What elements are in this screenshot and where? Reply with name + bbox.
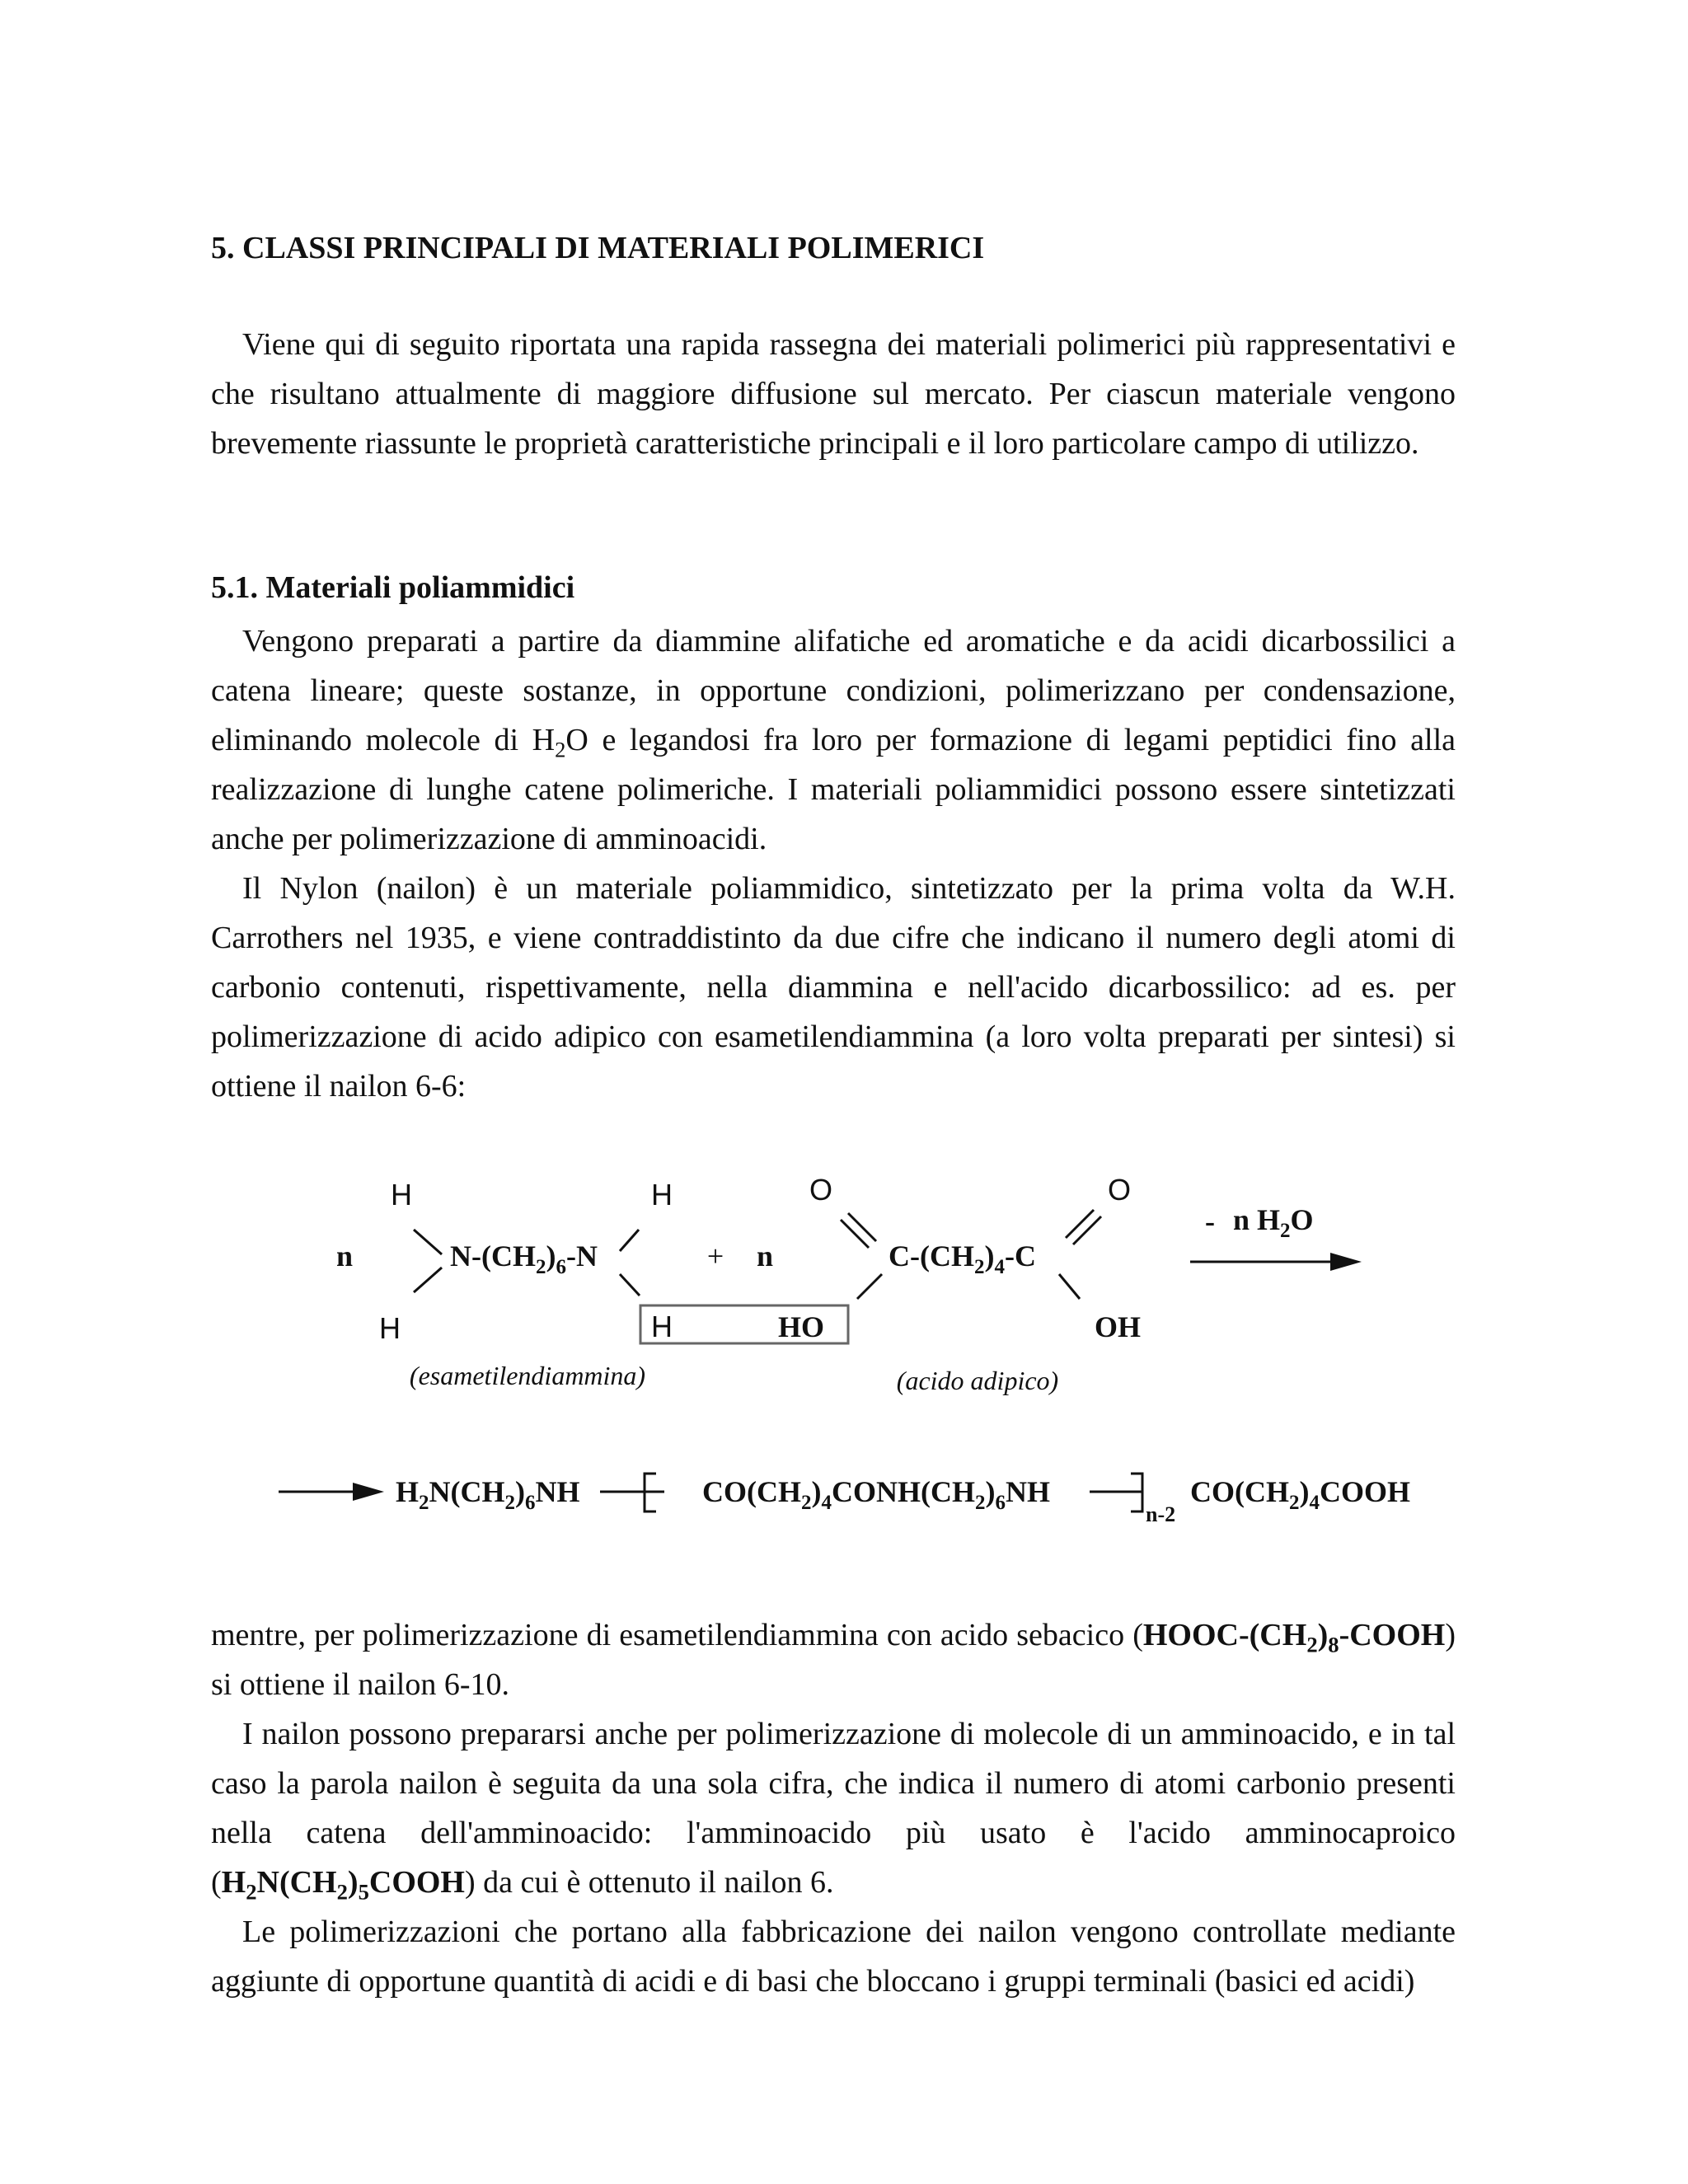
paragraph-nylon: Il Nylon (nailon) è un materiale poliammidico, sintetizzato per la prima volta da W.H. Carrothers nel 1935, e viene contraddistinto da due cifre che indicano il numero degli atomi di carbonio contenuti, rispettivamente, nella diammina e nell'acido dicarbossilico: ad es. per polimerizzazione di acido adipico con esametilendiammina (a loro volta preparati per sintesi) si ottiene il nailon 6-6: (211, 871, 1456, 1104)
minus-sign: - (1205, 1205, 1215, 1238)
label-acido-adipico: (acido adipico) (896, 1366, 1059, 1395)
diamine-formula: $N-(CH_2)_6-N$ (450, 1240, 598, 1278)
water-formula: n $H_2O$ (1233, 1203, 1314, 1242)
product-formula-end: $CO(CH_2)_4COOH$ (1190, 1475, 1411, 1514)
hydrogen-atom: H (651, 1178, 673, 1212)
double-bond-line (1073, 1216, 1101, 1244)
hydrogen-atom: H (651, 1310, 673, 1343)
repeat-count: n-2 (1146, 1502, 1176, 1526)
arrow-head-icon (1330, 1253, 1362, 1271)
hydrogen-atom: H (379, 1311, 401, 1345)
bond-line (414, 1230, 442, 1254)
bond-line (857, 1274, 882, 1299)
plus-sign: + (706, 1240, 724, 1272)
double-bond-line (841, 1220, 869, 1248)
bond-line (1059, 1274, 1080, 1299)
repeat-unit-formula: $CO(CH_2)_4CONH(CH_2)_6NH$ (702, 1475, 1050, 1514)
coefficient-n: n (757, 1240, 774, 1272)
paragraph-nylon-610: mentre, per polimerizzazione di esametilendiammina con acido sebacico $(HOOC-(CH_2)_8-COOH)$ si ottiene il nailon 6-10. (211, 1618, 1456, 1702)
label-esametilendiammina: (esametilendiammina) (409, 1361, 646, 1390)
intro-paragraph: Viene qui di seguito riportata una rapida rassegna dei materiali polimerici più rappresentativi e che risultano attualmente di maggiore diffusione sul mercato. Per ciascun materiale vengono brevemente riassunte le proprietà caratteristiche principali e il loro particolare campo di utilizzo. (211, 327, 1456, 461)
aminocaproic-acid-formula: $H_2N(CH_2)_5COOH$ (221, 1865, 465, 1905)
hydroxyl-group: OH (1094, 1310, 1142, 1343)
bond-line (620, 1230, 639, 1251)
double-bond-line (848, 1213, 876, 1241)
oxygen-atom: O (1107, 1173, 1132, 1207)
paragraph-polyamides: Vengono preparati a partire da diammine alifatiche ed aromatiche e da acidi dicarbossilici a catena lineare; queste sostanze, in opportune condizioni, polimerizzano per condensazione, eliminando molecole di $H_2O$ e legandosi fra loro per formazione di legami peptidici fino alla realizzazione di lunghe catene polimeriche. I materiali poliammidici possono essere sintetizzati anche per polimerizzazione di amminoacidi. (211, 624, 1456, 856)
product-formula-start: $H_2N(CH_2)_6NH$ (396, 1475, 580, 1514)
bond-line (414, 1268, 442, 1292)
hydrogen-atom: H (391, 1178, 412, 1212)
coefficient-n: n (336, 1240, 354, 1272)
arrow-head-icon (353, 1483, 384, 1501)
adipic-acid-formula: $C-(CH_2)_4-C$ (889, 1240, 1036, 1278)
section-title: 5. CLASSI PRINCIPALI DI MATERIALI POLIMERICI (211, 231, 985, 265)
sebacic-acid-formula: HOOC-$(CH_2)_8$-COOH (1142, 1618, 1446, 1657)
bond-line (620, 1274, 640, 1296)
double-bond-line (1066, 1210, 1094, 1238)
paragraph-nylon-6: I nailon possono prepararsi anche per polimerizzazione di molecole di un amminoacido, e in tal caso la parola nailon è seguita da una sola cifra, che indica il numero di atomi carbonio presenti nella catena dell'amminoacido: l'amminoacido più usato è l'acido amminocaproico $(H_2N(CH_2)_5COOH)$ da cui è ottenuto il nailon 6. (211, 1717, 1456, 1905)
oxygen-atom: O (809, 1173, 833, 1207)
paragraph-polymerization-control: Le polimerizzazioni che portano alla fabbricazione dei nailon vengono controllate mediante aggiunte di opportune quantità di acidi e di basi che bloccano i gruppi terminali (basici ed acidi) (211, 1915, 1456, 1999)
nylon-66-reaction-diagram (0, 1146, 1688, 1574)
subsection-title: 5.1. Materiali poliammidici (211, 570, 575, 605)
hydroxyl-group: HO (777, 1310, 825, 1343)
